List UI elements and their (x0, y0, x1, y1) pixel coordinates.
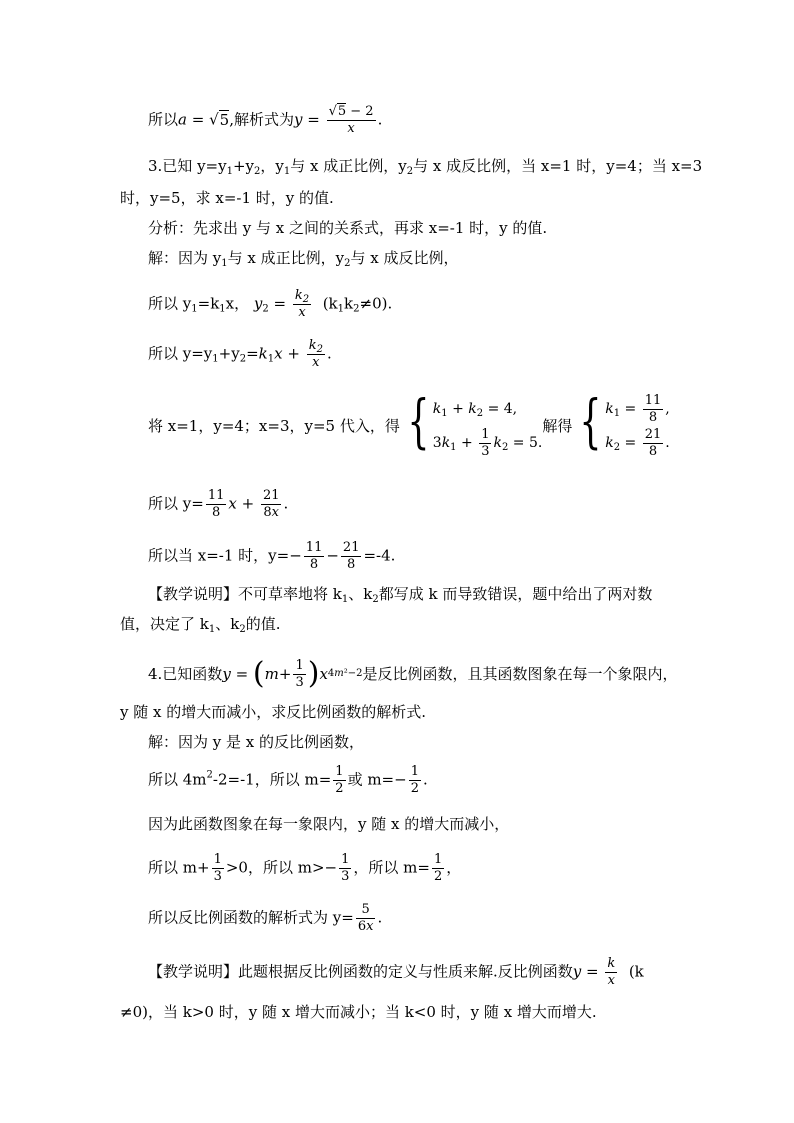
text: ，y (260, 157, 284, 175)
text-line-6: 所以 $y_1=k_1x$， $y_2$ = $\frac{k_2}{x}$ $(k_1k_2\ne 0)$. (148, 288, 393, 320)
text: (k (322, 294, 338, 313)
text-line-9: 所以 y= $\frac{11}{8}$ x + $\frac{21}{8x}$ . (148, 488, 289, 520)
text-line-20: 【教学说明】此题根据反比例函数的定义与性质来解.反比例函数y = $\frac{k}{x}$ (k (148, 956, 644, 988)
text: = (246, 344, 259, 363)
text-line-3: 时，y=5，求 x=-1 时，y 的值. (120, 189, 334, 207)
text-line-17: 因为此函数图象在每一象限内，y 随 x 的增大而减小， (148, 815, 510, 833)
equation-system: { $k_1 + k_2 = 4$, $3k_1$ + $\frac{1}{3}$ $k_2 = 5$. (407, 387, 543, 459)
text-line-10: 所以当 x=-1 时，y=− $\frac{11}{8}$ − $\frac{21}{8}$ =-4. (148, 540, 396, 572)
text-line-4: 分析：先求出 y 与 x 之间的关系式，再求 x=-1 时，y 的值. (148, 219, 548, 237)
text: -2=-1，所以 m= (212, 770, 332, 789)
text: 所以 (148, 110, 179, 129)
text: >0，所以 m>− (225, 858, 338, 877)
text: 所以 y (148, 294, 192, 313)
fraction: $\frac{k_2}{x}$ (308, 338, 323, 370)
text: 所以 y= (148, 494, 204, 513)
text: 4.已知函数 (148, 665, 223, 683)
text: 、k (348, 585, 373, 603)
text-line-14: y 随 x 的增大而减小，求反比例函数的解析式. (120, 703, 427, 721)
text: 解：因为 y (148, 249, 222, 267)
text: 都写成 k 而导致错误，题中给出了两对数 (378, 585, 653, 603)
text: 所以 4m (148, 770, 207, 789)
solution-system: { $k_1$ = $\frac{11}{8}$ , $k_2$ = $\frac{21}{8}$ . (579, 387, 670, 459)
text: 与 x 成正比例，y (227, 249, 345, 267)
text: 所以当 x=-1 时，y=− (148, 546, 302, 565)
text-line-19: 所以反比例函数的解析式为 y= $\frac{5}{6x}$ . (148, 902, 383, 934)
text: 与 x 成反比例，当 x=1 时，y=4；当 x=3 (413, 157, 703, 175)
text: =k (197, 294, 220, 313)
text: ,解析式为 (229, 110, 294, 129)
text: ≠0). (359, 294, 393, 313)
text: 值，决定了 k (120, 615, 209, 633)
text-line-2: 3.已知 $y=y_1+y_2$，$y_1$与 x 成正比例，$y_2$与 x 成反比例，当 x=1 时，y=4；当 x=3 (148, 157, 703, 177)
text-line-21: ≠0)，当 k>0 时，y 随 x 增大而减小；当 k<0 时，y 随 x 增大而增大. (120, 1003, 597, 1021)
text: 与 x 成反比例， (350, 249, 459, 267)
text: 【教学说明】此题根据反比例函数的定义与性质来解.反比例函数 (148, 962, 573, 981)
text-line-18: 所以 m+ $\frac{1}{3}$ >0，所以 m>− $\frac{1}{3}$ ，所以 m= $\frac{1}{2}$ ， (148, 852, 462, 884)
text-line-16: 所以 $4m^2-2=-1$，所以 m= $\frac{1}{2}$ 或 m=− $\frac{1}{2}$ . (148, 764, 428, 796)
text: +y (232, 157, 255, 175)
text: k (344, 294, 354, 313)
text: 或 m=− (347, 770, 407, 789)
text: 与 x 成正比例，y (290, 157, 407, 175)
text: 解得 (542, 417, 573, 435)
fraction: $\frac{k_2}{x}$ (294, 288, 310, 320)
text-line-15: 解：因为 y 是 x 的反比例函数， (148, 733, 365, 751)
text-line-13: 4.已知函数 y = ( m + $\frac{1}{3}$ ) x 4m²−2 是反比例函数，且其函数图象在每一个象限内， (148, 656, 678, 691)
text: 【教学说明】不可草率地将 k (148, 585, 342, 603)
text: =-4. (363, 546, 396, 565)
text: 、k (215, 615, 240, 633)
text: 将 x=1，y=4；x=3，y=5 代入，得 (148, 417, 400, 435)
text: 所以反比例函数的解析式为 y= (148, 908, 354, 927)
text: +y (218, 344, 240, 363)
text: 3.已知 y=y (148, 157, 227, 175)
text: 是反比例函数，且其函数图象在每一个象限内， (362, 665, 678, 683)
fraction: $\frac{√5 - 2}{x}$ (328, 104, 374, 136)
text-line-12: 值，决定了 $k_1$、$k_2$的值. (120, 615, 281, 635)
text: (k (628, 962, 644, 981)
text: 所以 y=y (148, 344, 213, 363)
text: 所以 m+ (148, 858, 210, 877)
text: ，所以 m= (353, 858, 430, 877)
text: x， (225, 294, 250, 313)
text: 的值. (245, 615, 281, 633)
text-line-7: 所以 $y=y_1+y_2=k_1x$ + $\frac{k_2}{x}$ . (148, 338, 332, 370)
text-line-1: 所以a = √5,解析式为y = $\frac{√5 - 2}{x}$ . (148, 104, 383, 136)
text-line-5: 解：因为 $y_1$与 x 成正比例，$y_2$与 x 成反比例， (148, 249, 459, 269)
text-line-11: 【教学说明】不可草率地将 $k_1$、$k_2$都写成 k 而导致错误，题中给出了两对数 (148, 585, 653, 605)
text-line-8 (148, 384, 670, 468)
text: ， (446, 858, 462, 877)
